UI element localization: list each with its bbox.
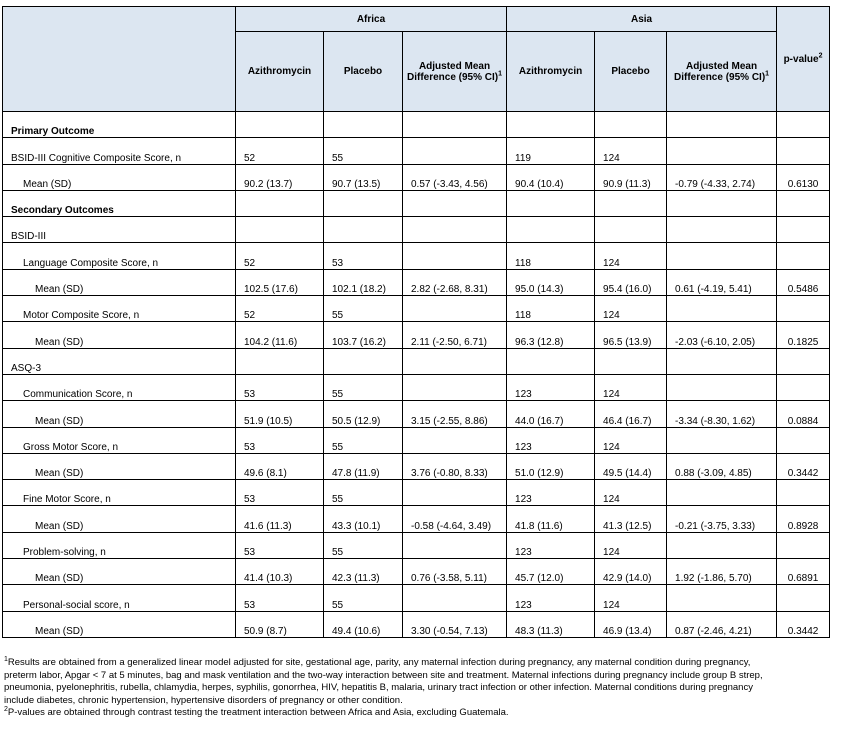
header-pvalue: p-value$^2$ [777,7,830,112]
cell-africa-placebo: 55 [324,427,403,453]
cell-asia-adj-diff: 0.87 (-2.46, 4.21) [667,611,777,637]
cell-africa-azithromycin [236,190,324,216]
cell-africa-placebo: 103.7 (16.2) [324,322,403,348]
cell-africa-azithromycin: 51.9 (10.5) [236,401,324,427]
cell-africa-adj-diff [403,296,507,322]
cell-africa-placebo: 49.4 (10.6) [324,611,403,637]
cell-asia-azithromycin: 90.4 (10.4) [507,164,595,190]
cell-asia-adj-diff [667,190,777,216]
cell-pvalue [777,217,830,243]
cell-asia-azithromycin [507,190,595,216]
cell-asia-azithromycin: 95.0 (14.3) [507,269,595,295]
cell-africa-adj-diff: 0.57 (-3.43, 4.56) [403,164,507,190]
table-row [3,585,830,611]
cell-pvalue [777,585,830,611]
table-row [3,506,830,532]
cell-pvalue [777,348,830,374]
cell-asia-azithromycin: 45.7 (12.0) [507,559,595,585]
cell-asia-azithromycin: 44.0 (16.7) [507,401,595,427]
cell-pvalue [777,427,830,453]
cell-africa-placebo: 55 [324,585,403,611]
row-label: Communication Score, n [3,374,236,400]
row-label: Mean (SD) [3,322,236,348]
cell-africa-azithromycin [236,217,324,243]
cell-asia-placebo [595,217,667,243]
footnote-1: $^1$Results are obtained from a generalized linear model adjusted for site, gestational age, parity, any maternal infection during pregnancy, any maternal condition during pregnancy, preterm labor, Apgar < 7 at 5 minutes, bag and mask ventilation and the two-way interaction between site and treatment. Maternal infections during pregnancy include group B strep, pneumonia, pyelonephritis, rubella, chlamydia, herpes, syphilis, gonorrhea, HIV, hepatitis B, malaria, urinary tract infection or other infection. Maternal conditions during pregnancy include diabetes, chronic hypertension, hypertensive disorders of pregnancy or other condition. [4,655,763,706]
table-row [3,453,830,479]
cell-africa-placebo: 55 [324,374,403,400]
cell-africa-adj-diff [403,112,507,138]
table-row [3,243,830,269]
cell-africa-placebo: 47.8 (11.9) [324,453,403,479]
cell-asia-azithromycin [507,348,595,374]
cell-asia-adj-diff: -2.03 (-6.10, 2.05) [667,322,777,348]
table-row [3,296,830,322]
cell-africa-azithromycin: 41.6 (11.3) [236,506,324,532]
cell-africa-azithromycin [236,112,324,138]
cell-pvalue [777,138,830,164]
table-row [3,559,830,585]
cell-africa-placebo: 50.5 (12.9) [324,401,403,427]
cell-asia-azithromycin: 118 [507,296,595,322]
results-table [2,6,830,638]
cell-africa-placebo: 53 [324,243,403,269]
row-label: ASQ-3 [3,348,236,374]
row-label: Problem-solving, n [3,532,236,558]
cell-africa-adj-diff [403,348,507,374]
cell-asia-azithromycin: 118 [507,243,595,269]
cell-asia-placebo: 46.9 (13.4) [595,611,667,637]
cell-africa-placebo: 55 [324,296,403,322]
cell-pvalue [777,296,830,322]
cell-africa-adj-diff [403,243,507,269]
header-africa-placebo: Placebo [324,32,403,112]
row-label: Secondary Outcomes [3,190,236,216]
cell-africa-placebo: 43.3 (10.1) [324,506,403,532]
cell-pvalue [777,480,830,506]
cell-pvalue [777,532,830,558]
footnotes [4,657,764,720]
cell-asia-azithromycin: 123 [507,532,595,558]
cell-asia-adj-diff: 0.61 (-4.19, 5.41) [667,269,777,295]
cell-asia-placebo [595,348,667,374]
table-row [3,401,830,427]
cell-africa-adj-diff: -0.58 (-4.64, 3.49) [403,506,507,532]
table-row [3,374,830,400]
cell-asia-placebo: 96.5 (13.9) [595,322,667,348]
cell-asia-adj-diff: 1.92 (-1.86, 5.70) [667,559,777,585]
cell-pvalue [777,374,830,400]
table-row [3,217,830,243]
cell-africa-placebo: 55 [324,480,403,506]
cell-asia-azithromycin: 123 [507,585,595,611]
cell-africa-adj-diff [403,427,507,453]
cell-asia-adj-diff [667,374,777,400]
header-asia: Asia [507,7,777,32]
row-label: Mean (SD) [3,506,236,532]
cell-asia-azithromycin: 123 [507,374,595,400]
cell-asia-adj-diff [667,243,777,269]
cell-asia-adj-diff [667,217,777,243]
cell-africa-adj-diff: 3.30 (-0.54, 7.13) [403,611,507,637]
cell-africa-adj-diff: 2.11 (-2.50, 6.71) [403,322,507,348]
cell-asia-placebo: 124 [595,296,667,322]
cell-asia-adj-diff [667,348,777,374]
cell-asia-adj-diff [667,427,777,453]
cell-pvalue: 0.1825 [777,322,830,348]
cell-asia-adj-diff [667,112,777,138]
cell-africa-adj-diff [403,217,507,243]
cell-africa-adj-diff [403,585,507,611]
cell-asia-azithromycin [507,112,595,138]
header-asia-azithromycin: Azithromycin [507,32,595,112]
cell-asia-placebo: 49.5 (14.4) [595,453,667,479]
table-row [3,138,830,164]
row-label: Mean (SD) [3,453,236,479]
cell-africa-placebo [324,348,403,374]
row-label: Gross Motor Score, n [3,427,236,453]
cell-africa-azithromycin: 53 [236,585,324,611]
row-label: Mean (SD) [3,401,236,427]
cell-asia-adj-diff [667,585,777,611]
cell-asia-placebo: 124 [595,243,667,269]
cell-asia-adj-diff: -0.21 (-3.75, 3.33) [667,506,777,532]
header-africa-azithromycin: Azithromycin [236,32,324,112]
header-africa-adj-diff: Adjusted Mean Difference (95% CI)$^1$ [403,32,507,112]
row-label: BSID-III Cognitive Composite Score, n [3,138,236,164]
cell-africa-adj-diff [403,480,507,506]
cell-pvalue [777,112,830,138]
cell-africa-azithromycin: 52 [236,296,324,322]
cell-africa-adj-diff: 3.76 (-0.80, 8.33) [403,453,507,479]
cell-pvalue: 0.6130 [777,164,830,190]
cell-africa-azithromycin: 53 [236,374,324,400]
cell-africa-azithromycin: 49.6 (8.1) [236,453,324,479]
cell-asia-placebo: 124 [595,480,667,506]
footnote-2: $^2$P-values are obtained through contrast testing the treatment interaction between Africa and Asia, excluding Guatemala. [4,706,509,719]
cell-africa-adj-diff: 2.82 (-2.68, 8.31) [403,269,507,295]
cell-asia-adj-diff [667,138,777,164]
row-label: Mean (SD) [3,164,236,190]
cell-asia-placebo: 95.4 (16.0) [595,269,667,295]
table-row [3,190,830,216]
cell-africa-placebo [324,112,403,138]
cell-africa-adj-diff [403,190,507,216]
cell-asia-placebo: 90.9 (11.3) [595,164,667,190]
cell-africa-placebo: 90.7 (13.5) [324,164,403,190]
cell-asia-placebo: 46.4 (16.7) [595,401,667,427]
cell-africa-azithromycin: 41.4 (10.3) [236,559,324,585]
cell-asia-placebo [595,112,667,138]
table-row [3,480,830,506]
table-row [3,269,830,295]
header-asia-adj-diff: Adjusted Mean Difference (95% CI)$^1$ [667,32,777,112]
cell-asia-azithromycin: 123 [507,480,595,506]
cell-pvalue: 0.5486 [777,269,830,295]
table-row [3,348,830,374]
cell-africa-placebo: 55 [324,138,403,164]
cell-africa-azithromycin: 52 [236,138,324,164]
cell-africa-azithromycin: 104.2 (11.6) [236,322,324,348]
row-label: Fine Motor Score, n [3,480,236,506]
cell-asia-adj-diff [667,532,777,558]
cell-africa-azithromycin: 53 [236,480,324,506]
cell-asia-adj-diff: -3.34 (-8.30, 1.62) [667,401,777,427]
row-label: Primary Outcome [3,112,236,138]
cell-asia-azithromycin: 51.0 (12.9) [507,453,595,479]
row-label: Personal-social score, n [3,585,236,611]
cell-africa-adj-diff [403,532,507,558]
cell-asia-adj-diff [667,296,777,322]
cell-africa-adj-diff: 0.76 (-3.58, 5.11) [403,559,507,585]
cell-asia-azithromycin: 119 [507,138,595,164]
cell-africa-azithromycin: 53 [236,427,324,453]
header-africa: Africa [236,7,507,32]
row-label: Mean (SD) [3,559,236,585]
cell-africa-placebo: 102.1 (18.2) [324,269,403,295]
row-label: Language Composite Score, n [3,243,236,269]
row-label: Mean (SD) [3,611,236,637]
cell-africa-azithromycin: 50.9 (8.7) [236,611,324,637]
table-row [3,322,830,348]
header-row-regions [3,7,830,32]
cell-asia-placebo [595,190,667,216]
cell-africa-placebo [324,190,403,216]
cell-pvalue: 0.3442 [777,611,830,637]
cell-asia-adj-diff: -0.79 (-4.33, 2.74) [667,164,777,190]
cell-asia-azithromycin: 96.3 (12.8) [507,322,595,348]
cell-africa-adj-diff [403,374,507,400]
table-row [3,112,830,138]
cell-asia-placebo: 124 [595,138,667,164]
cell-asia-placebo: 124 [595,532,667,558]
table-row [3,164,830,190]
cell-africa-azithromycin: 102.5 (17.6) [236,269,324,295]
cell-asia-azithromycin: 123 [507,427,595,453]
row-label: Motor Composite Score, n [3,296,236,322]
cell-africa-placebo: 55 [324,532,403,558]
cell-pvalue: 0.0884 [777,401,830,427]
header-blank [3,7,236,112]
cell-pvalue: 0.8928 [777,506,830,532]
cell-asia-placebo: 41.3 (12.5) [595,506,667,532]
table-row [3,611,830,637]
cell-asia-azithromycin [507,217,595,243]
cell-africa-placebo [324,217,403,243]
row-label: Mean (SD) [3,269,236,295]
cell-pvalue: 0.3442 [777,453,830,479]
table-row [3,427,830,453]
row-label: BSID-III [3,217,236,243]
cell-asia-adj-diff [667,480,777,506]
cell-asia-placebo: 42.9 (14.0) [595,559,667,585]
cell-africa-azithromycin: 52 [236,243,324,269]
table-row [3,532,830,558]
cell-africa-placebo: 42.3 (11.3) [324,559,403,585]
cell-asia-azithromycin: 48.3 (11.3) [507,611,595,637]
cell-africa-azithromycin [236,348,324,374]
cell-africa-azithromycin: 90.2 (13.7) [236,164,324,190]
cell-asia-adj-diff: 0.88 (-3.09, 4.85) [667,453,777,479]
cell-pvalue: 0.6891 [777,559,830,585]
cell-asia-placebo: 124 [595,585,667,611]
cell-pvalue [777,190,830,216]
cell-africa-adj-diff: 3.15 (-2.55, 8.86) [403,401,507,427]
cell-asia-placebo: 124 [595,427,667,453]
cell-asia-placebo: 124 [595,374,667,400]
cell-asia-azithromycin: 41.8 (11.6) [507,506,595,532]
cell-pvalue [777,243,830,269]
cell-africa-adj-diff [403,138,507,164]
header-asia-placebo: Placebo [595,32,667,112]
cell-africa-azithromycin: 53 [236,532,324,558]
